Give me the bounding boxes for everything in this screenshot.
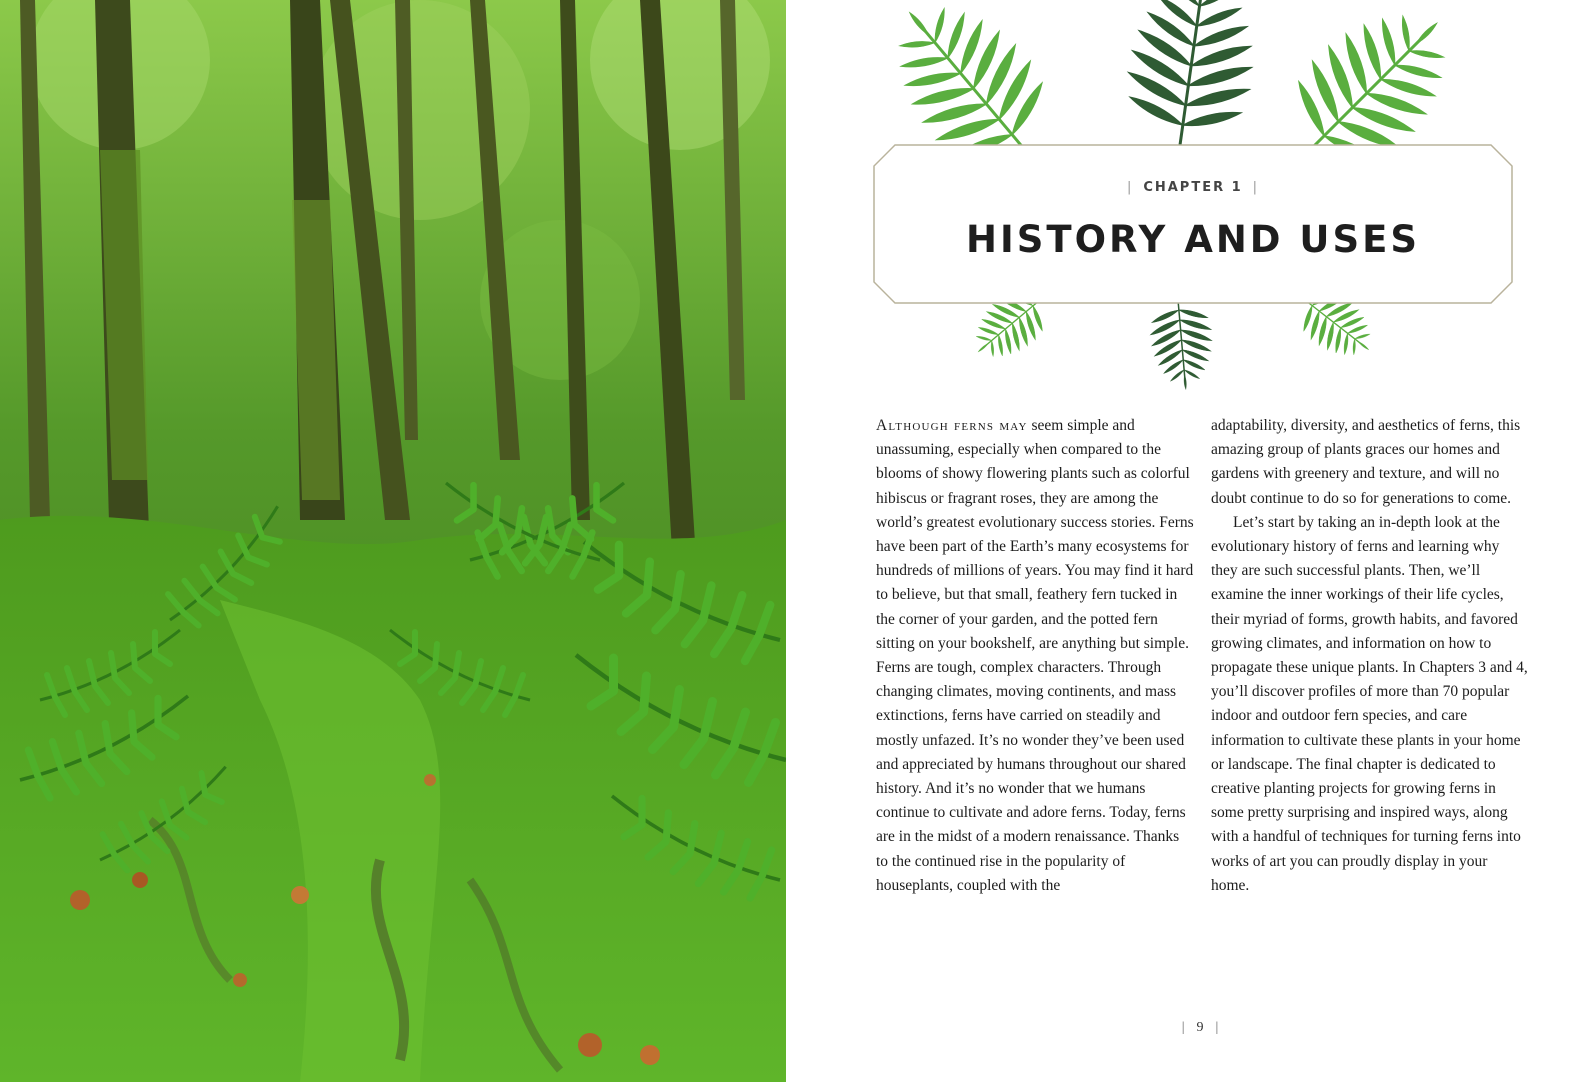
forest-photo: [0, 0, 786, 1082]
paragraph-text: seem simple and unassuming, especially when compared to the blooms of showy flowering plants such as colorful hibiscus or fragrant roses, they are among the world’s greatest evolutionary success stories. Ferns have been part of the Earth’s many ecosystems for hundreds of millions of years. You may find it hard to believe, but that small, feathery fern tucked in the corner of your garden, and the potted fern sitting on your bookshelf, are anything but simple. Ferns are tough, complex characters. Through changing climates, moving continents, and mass extinctions, ferns have carried on steadily and mostly unfazed. It’s no wonder they’ve been used and appreciated by humans throughout our shared history. And it’s no wonder that we humans continue to cultivate and adore ferns. Today, ferns are in the midst of a modern renaissance. Thanks to the continued rise in the popularity of houseplants, coupled with the: [876, 417, 1194, 894]
lead-in: Although ferns may: [876, 417, 1028, 434]
body-column-left: [876, 414, 1194, 898]
page-number-text: 9: [1196, 1020, 1204, 1035]
chapter-label-text: CHAPTER 1: [1143, 180, 1243, 195]
body-column-right: [1211, 414, 1529, 898]
fern-frond-icon: [1147, 297, 1218, 392]
paragraph: [876, 414, 1194, 898]
chapter-title-panel: [873, 144, 1513, 304]
paragraph: adaptability, diversity, and aesthetics of ferns, this amazing group of plants graces our homes and gardens with greenery and texture, and will no doubt continue to do so for generations to come.: [1211, 417, 1521, 507]
chapter-label: | CHAPTER 1 |: [1126, 180, 1260, 195]
page-number: | 9 |: [1181, 1020, 1219, 1035]
forest-photo-icon: [0, 0, 786, 1082]
fern-frond-icon: [1118, 0, 1268, 154]
paragraph: Let’s start by taking an in-depth look at the evolutionary history of ferns and learning why they are such successful plants. Then, we’ll examine the inner workings of their life cycles, their myriad of forms, growth habits, and favored growing climates, and information on how to propagate these unique plants. In Chapters 3 and 4, you’ll discover profiles of more than 70 popular indoor and outdoor fern species, and care information to cultivate these plants in your home or landscape. The final chapter is dedicated to creative planting projects for growing ferns in some pretty surprising and inspired ways, along with a handful of techniques for turning ferns into works of art you can proudly display in your home.: [1211, 513, 1528, 894]
chapter-title: HISTORY AND USES: [965, 218, 1421, 261]
